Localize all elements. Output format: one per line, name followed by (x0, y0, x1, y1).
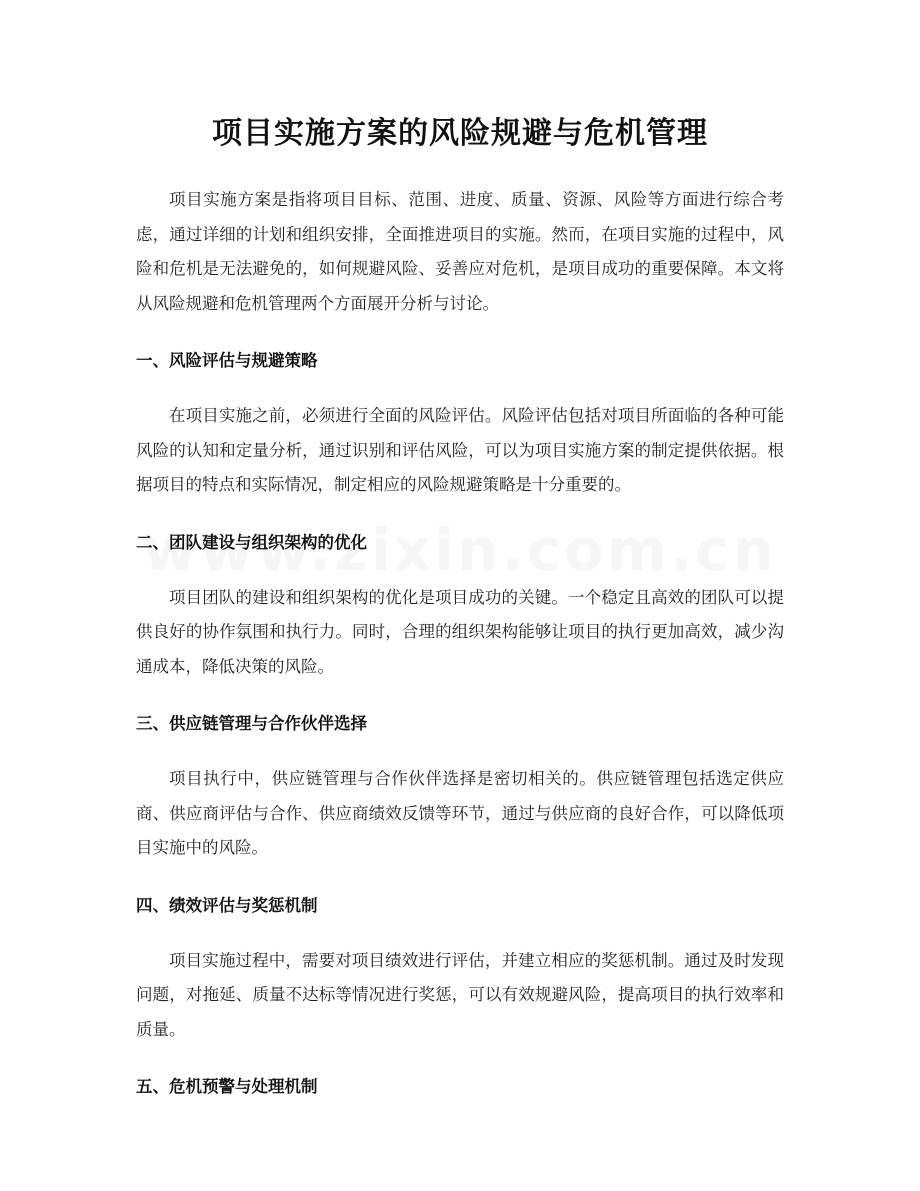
section-heading-3: 三、供应链管理与合作伙伴选择 (136, 714, 367, 733)
section-heading-4: 四、绩效评估与奖惩机制 (136, 895, 318, 915)
section-body-3: 项目执行中，供应链管理与合作伙伴选择是密切相关的。供应链管理包括选定供应商、供应商评估与合作、供应商绩效反馈等环节，通过与供应商的良好合作，可以降低项目实施中的风险。 (136, 769, 784, 857)
page-title: 项目实施方案的风险规避与危机管理 (212, 116, 708, 151)
section-body-1: 在项目实施之前，必须进行全面的风险评估。风险评估包括对项目所面临的各种可能风险的认知和定量分析，通过识别和评估风险，可以为项目实施方案的制定提供依据。根据项目的特点和实际情况，制定相应的风险规避策略是十分重要的。 (136, 406, 784, 494)
section-heading-5: 五、危机预警与处理机制 (136, 1077, 318, 1096)
section-heading-1: 一、风险评估与规避策略 (136, 351, 318, 370)
section-body-2: 项目团队的建设和组织架构的优化是项目成功的关键。一个稳定且高效的团队可以提供良好的协作氛围和执行力。同时，合理的组织架构能够让项目的执行更加高效，减少沟通成本，降低决策的风险。 (136, 587, 784, 676)
section-body-4: 项目实施过程中，需要对项目绩效进行评估，并建立相应的奖惩机制。通过及时发现问题，对拖延、质量不达标等情况进行奖惩，可以有效规避风险，提高项目的执行效率和质量。 (136, 950, 784, 1039)
intro-paragraph: 项目实施方案是指将项目目标、范围、进度、质量、资源、风险等方面进行综合考虑，通过详细的计划和组织安排，全面推进项目的实施。然而，在项目实施的过程中，风险和危机是无法避免的，如何规避风险、妥善应对危机，是项目成功的重要保障。本文将从风险规避和危机管理两个方面展开分析与讨论。 (136, 190, 784, 313)
section-heading-2: 二、团队建设与组织架构的优化 (136, 532, 367, 552)
